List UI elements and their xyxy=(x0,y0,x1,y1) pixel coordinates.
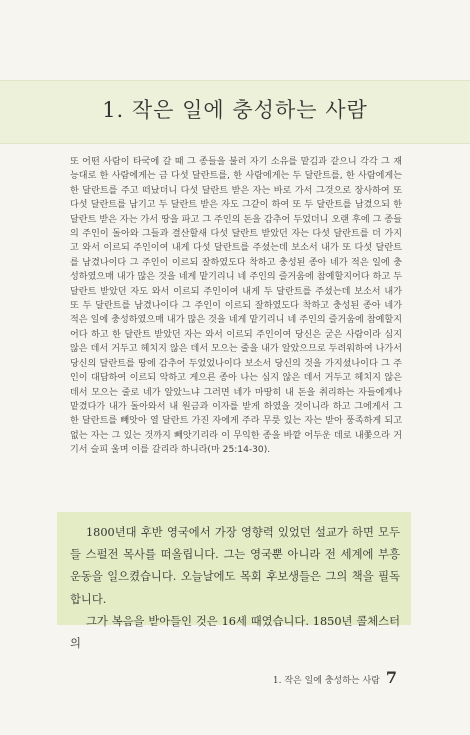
running-head: 1. 작은 일에 충성하는 사람 xyxy=(272,676,380,686)
chapter-title: 1. 작은 일에 충성하는 사람 xyxy=(102,98,368,122)
body-paragraph-2: 그가 복음을 받아들인 것은 16세 때였습니다. 1850년 콜체스터의 xyxy=(70,614,400,651)
body-paragraph-1: 1800년대 후반 영국에서 가장 영향력 있었던 설교가 하면 모두들 스펄전 목사를 떠올립니다. 그는 영국뿐 아니라 전 세계에 부흥운동을 일으켰습니다. 오늘날에도 목회 후보생들은 그의 책을 필독합니다. xyxy=(70,526,400,606)
scripture-passage: 또 어떤 사람이 타국에 갈 때 그 종들을 불러 자기 소유를 맡김과 같으니 각각 그 재능대로 한 사람에게는 금 다섯 달란트를, 한 사람에게는 두 달란트를, 한 사람에게는 한 달란트를 주고 떠났더니 다섯 달란트 받은 자는 바로 가서 그것으로 장사하여 또 다섯 달란트를 남기고 두 달란트 받은 자도 그같이 하여 또 두 달란트를 남겼으되 한 달란트 받은 자는 가서 땅을 파고 그 주인의 돈을 감추어 두었더니 오랜 후에 그 종들의 주인이 돌아와 그들과 결산할새 다섯 달란트 받았던 자는 다섯 달란트를 더 가지고 와서 이르되 주인이여 내게 다섯 달란트를 주셨는데 보소서 내가 또 다섯 달란트를 남겼나이다 그 주인이 이르되 잘하였도다 착하고 충성된 종아 네가 적은 일에 충성하였으매 내가 많은 것을 네게 맡기리니 네 주인의 즐거움에 참예할지어다 하고 두 달란트 받았던 자도 와서 이르되 주인이여 내게 두 달란트를 주셨는데 보소서 내가 또 두 달란트를 남겼나이다 그 주인이 이르되 잘하였도다 착하고 충성된 종아 네가 적은 일에 충성하였으매 내가 많은 것을 네게 맡기리니 네 주인의 즐거움에 참예할지어다 하고 한 달란트 받았던 자는 와서 이르되 주인이여 당신은 굳은 사람이라 심지 않은 데서 거두고 헤치지 않은 데서 모으는 줄을 내가 알았으므로 두려워하여 나가서 당신의 달란트를 땅에 감추어 두었었나이다 보소서 당신의 것을 가지셨나이다 그 주인이 대답하여 이르되 악하고 게으른 종아 나는 심지 않은 데서 거두고 헤치지 않은 데서 모으는 줄로 네가 알았느냐 그러면 네가 마땅히 내 돈을 취리하는 자들에게나 맡겼다가 내가 돌아와서 내 원금과 이자를 받게 하였을 것이니라 하고 그에게서 그 한 달란트를 빼앗아 열 달란트 가진 자에게 주라 무릇 있는 자는 받아 풍족하게 되고 없는 자는 그 있는 것까지 빼앗기리라 이 무익한 종을 바깥 어두운 데로 내쫓으라 거기서 슬피 울며 이를 갈리라 하니라(마 25:14-30). xyxy=(70,157,402,456)
page-footer xyxy=(273,668,397,687)
page-number: 7 xyxy=(385,668,397,687)
body-text xyxy=(70,522,400,655)
